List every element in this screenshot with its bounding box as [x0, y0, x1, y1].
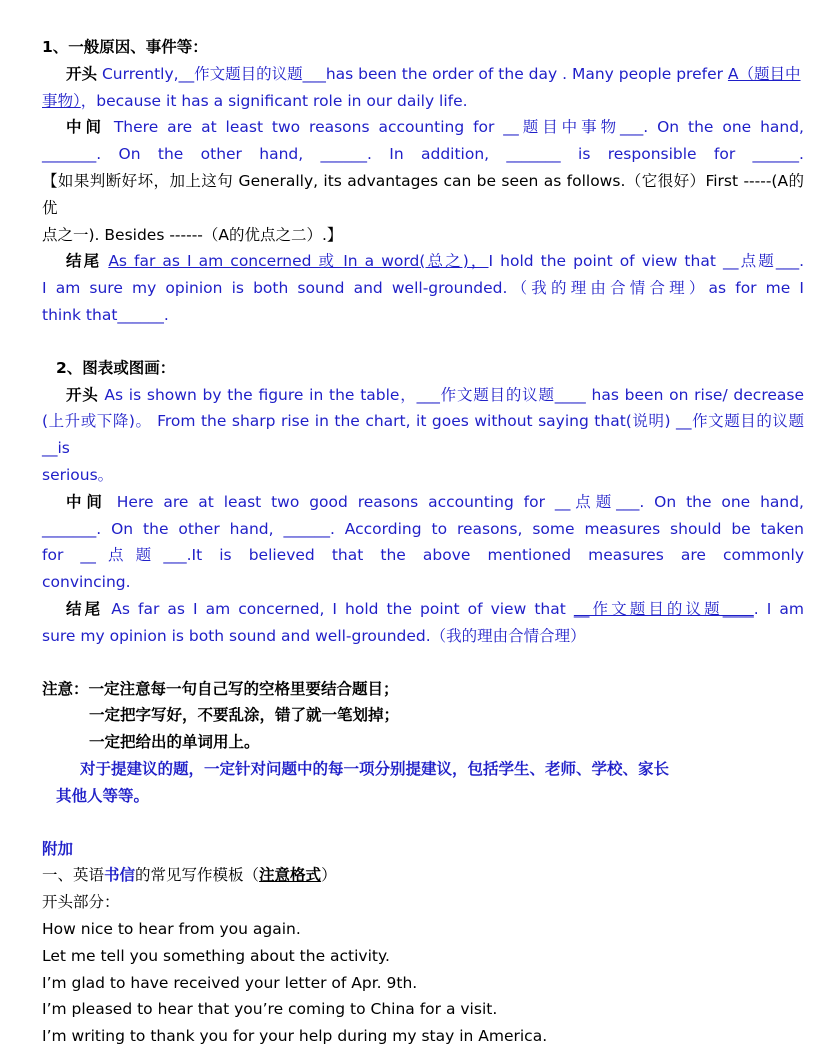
- s1-open-underline: A（题目中: [727, 64, 801, 83]
- s2-end-underline: __作文题目的议题____: [573, 599, 754, 618]
- appendix-line: I’m writing to thank you for your help during my stay in America.: [42, 1027, 548, 1046]
- appendix-line: How nice to hear from you again.: [42, 919, 301, 938]
- s1-open-text2: ，because it has a significant role in our daily life.: [80, 91, 468, 110]
- s2-opening-line3: serious。: [42, 465, 114, 484]
- s1-middle-line1: [42, 114, 804, 141]
- section2-heading: 2、图表或图画：: [56, 358, 176, 377]
- appendix-line: Let me tell you something about the activity.: [42, 946, 390, 965]
- s2-opening-line2: (上升或下降)。 From the sharp rise in the chart, it goes without saying that(说明) __作文题目的议题__is: [42, 412, 804, 458]
- appendix-sub-highlight: 书信: [104, 866, 136, 885]
- s2-mid-text1: Here are at least two good reasons accounting for __点题___. On the one hand,: [116, 492, 804, 511]
- appendix-line: I’m glad to have received your letter of Apr. 9th.: [42, 973, 418, 992]
- s2-mid-label: 中间: [66, 492, 107, 511]
- s1-note-line2: 点之一). Besides ------（A的优点之二）.】: [42, 225, 343, 244]
- appendix-sub-pre: 一、英语: [42, 866, 105, 885]
- s2-opening-line1: [42, 382, 804, 409]
- s1-end-underline: As far as I am concerned 或 In a word(总之)，: [108, 252, 489, 271]
- notes-line2: 一定把字写好，不要乱涂，错了就一笔划掉；: [89, 706, 400, 725]
- s2-end-label: 结尾: [66, 599, 104, 618]
- notes-line3: 一定把给出的单词用上。: [89, 733, 260, 752]
- appendix-opening-label: 开头部分：: [42, 893, 120, 912]
- s2-end-text1a: As far as I am concerned, I hold the point of view that: [111, 599, 574, 618]
- notes-line1: 注意：一定注意每一句自己写的空格里要结合题目；: [42, 679, 399, 698]
- s1-opening-line2: [42, 88, 804, 115]
- appendix-sub-mid: 的常见写作模板（: [135, 866, 260, 885]
- s2-end-text1b: . I am: [753, 599, 804, 618]
- s1-note-line1: 【如果判断好坏，加上这句 Generally, its advantages can be seen as follows.（它很好）First -----(A的优: [42, 171, 804, 217]
- s1-end-text1: I hold the point of view that __点题___.: [488, 252, 804, 271]
- document-page: [42, 34, 804, 1050]
- appendix-line: I’m pleased to hear that you’re coming to China for a visit.: [42, 1000, 498, 1019]
- s2-middle-line2: _______. On the other hand, ______. According to reasons, some measures should be taken: [42, 519, 804, 538]
- s1-open-label: 开头: [66, 64, 98, 83]
- s1-open-underline2: 事物）: [42, 91, 81, 110]
- s1-opening-line1: [42, 61, 804, 88]
- s1-open-text: Currently,__作文题目的议题___has been the order of the day . Many people prefer: [101, 64, 728, 83]
- s2-ending-line1: [42, 596, 804, 623]
- appendix-sub-post: ）: [321, 866, 337, 885]
- notes-line5: 其他人等等。: [56, 786, 150, 805]
- notes-line4: 对于提建议的题，一定针对问题中的每一项分别提建议，包括学生、老师、学校、家长: [80, 759, 670, 778]
- appendix-subtitle: [42, 862, 804, 889]
- section1-heading: 1、一般原因、事件等：: [42, 38, 208, 56]
- s1-ending-line1: [42, 248, 804, 275]
- s2-open-label: 开头: [66, 385, 99, 404]
- s1-mid-text1: There are at least two reasons accounting for __题目中事物___. On the one hand,: [113, 118, 804, 137]
- s1-end-label: 结尾: [66, 252, 102, 271]
- appendix-sub-underline: 注意格式: [259, 866, 322, 885]
- s2-open-text1: As is shown by the figure in the table，___作文题目的议题____ has been on rise/ decrease: [104, 385, 804, 404]
- s2-middle-line3: for __点题___.It is believed that the above mentioned measures are commonly: [42, 546, 804, 565]
- appendix-title: 附加: [42, 839, 74, 858]
- s2-middle-line4: convincing.: [42, 573, 131, 592]
- s1-ending-line3: think that______.: [42, 305, 169, 324]
- s1-ending-line2: I am sure my opinion is both sound and well-grounded.（我的理由合情合理）as for me I: [42, 279, 804, 298]
- s2-ending-line2: sure my opinion is both sound and well-grounded.（我的理由合情合理）: [42, 626, 586, 645]
- s2-middle-line1: [42, 489, 804, 516]
- s1-middle-line2: _______. On the other hand, ______. In addition, _______ is responsible for ______.: [42, 145, 804, 164]
- s1-mid-label: 中间: [66, 118, 105, 137]
